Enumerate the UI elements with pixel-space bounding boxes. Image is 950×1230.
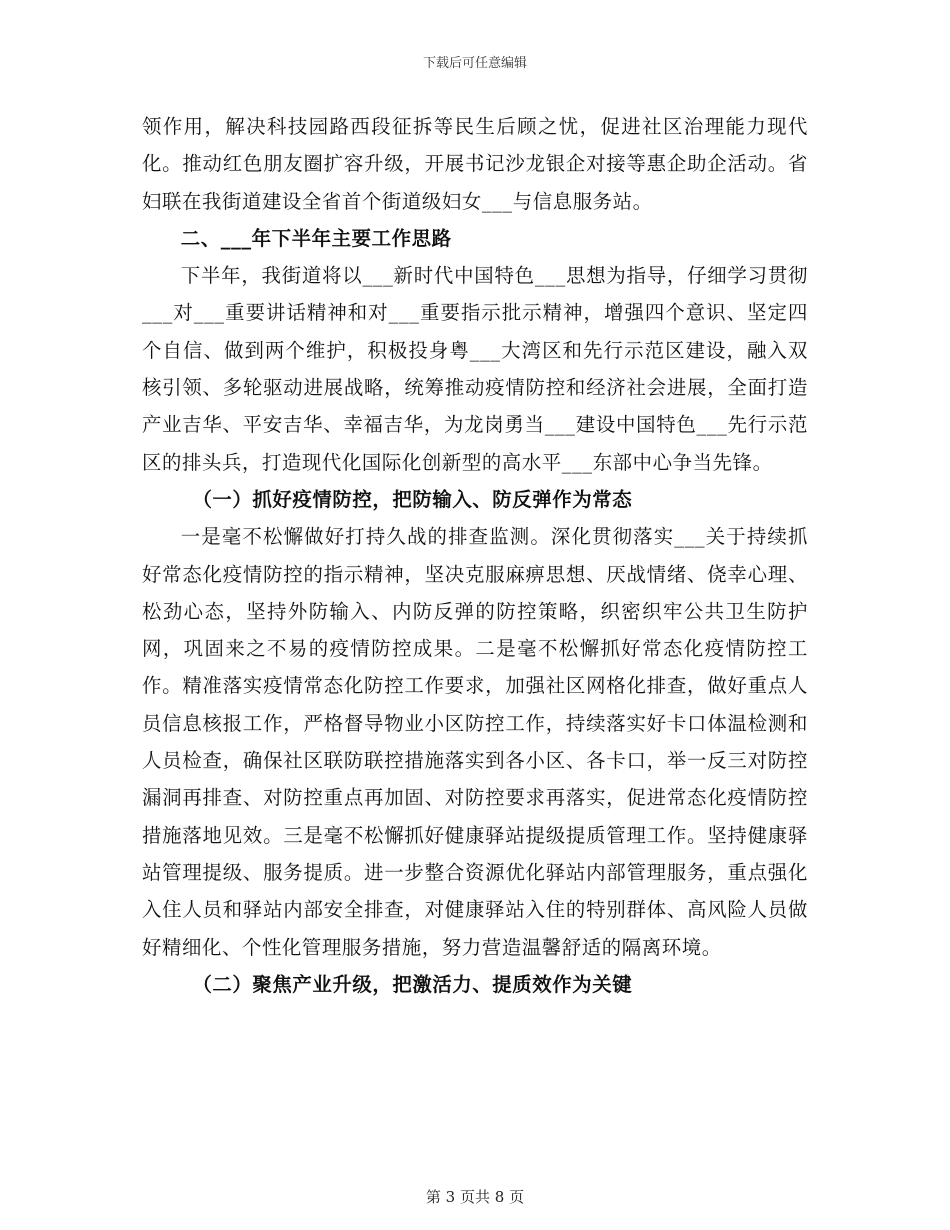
- page-footer: 第 3 页共 8 页: [425, 1188, 525, 1206]
- paragraph-epidemic-control: 一是毫不松懈做好打持久战的排查监测。深化贯彻落实___关于持续抓好常态化疫情防控的指示精神，坚决克服麻痹思想、厌战情绪、侥幸心理、松劲心态，坚持外防输入、内防反弹的防控策略，织密织牢公共卫生防护网，巩固来之不易的疫情防控成果。二是毫不松懈抓好常态化疫情防控工作。精准落实疫情常态化防控工作要求，加强社区网格化排查，做好重点人员信息核报工作，严格督导物业小区防控工作，持续落实好卡口体温检测和人员检查，确保社区联防联控措施落实到各小区、各卡口，举一反三对防控漏洞再排查、对防控重点再加固、对防控要求再落实，促进常态化疫情防控措施落地见效。三是毫不松懈抓好健康驿站提级提质管理工作。坚持健康驿站管理提级、服务提质。进一步整合资源优化驿站内部管理服务，重点强化入住人员和驿站内部安全排查，对健康驿站入住的特别群体、高风险人员做好精细化、个性化管理服务措施，努力营造温馨舒适的隔离环境。: [142, 525, 808, 959]
- section-heading: 二、___年下半年主要工作思路: [180, 226, 452, 250]
- document-body: [142, 108, 808, 1003]
- subsection-heading-1: （一）抓好疫情防控，把防输入、防反弹作为常态: [192, 487, 633, 511]
- paragraph-continuation: 领作用，解决科技园路西段征拆等民生后顾之忧，促进社区治理能力现代化。推动红色朋友圈扩容升级，开展书记沙龙银企对接等惠企助企活动。省妇联在我街道建设全省首个街道级妇女___与信息服务站。: [142, 115, 808, 213]
- page-header: 下载后可任意编辑: [422, 56, 527, 71]
- subsection-heading-2: （二）聚焦产业升级，把激活力、提质效作为关键: [192, 972, 633, 996]
- paragraph-work-plan: 下半年，我街道将以___新时代中国特色___思想为指导，仔细学习贯彻___对___重要讲话精神和对___重要指示批示精神，增强四个意识、坚定四个自信、做到两个维护，积极投身粤___大湾区和先行示范区建设，融入双核引领、多轮驱动进展战略，统筹推动疫情防控和经济社会进展，全面打造产业吉华、平安吉华、幸福吉华，为龙岗勇当___建设中国特色___先行示范区的排头兵，打造现代化国际化创新型的高水平___东部中心争当先锋。: [142, 264, 808, 474]
